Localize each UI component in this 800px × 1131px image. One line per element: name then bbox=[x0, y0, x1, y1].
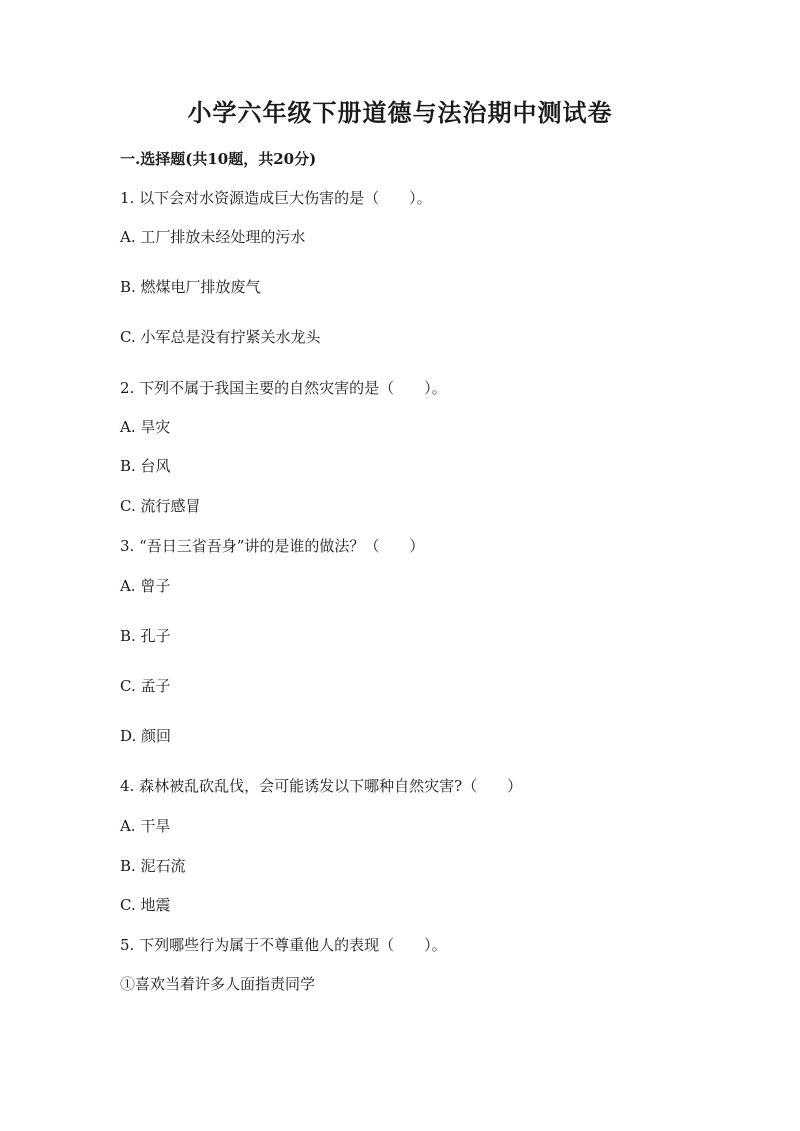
page-title: 小学六年级下册道德与法治期中测试卷 bbox=[187, 98, 613, 127]
question-stem: 4. 森林被乱砍乱伐，会可能诱发以下哪种自然灾害?（ ） bbox=[120, 777, 523, 795]
question-option: B. 燃煤电厂排放废气 bbox=[120, 278, 261, 296]
question-option: C. 流行感冒 bbox=[120, 497, 201, 515]
question-option: B. 泥石流 bbox=[120, 857, 186, 875]
question-option: A. 曾子 bbox=[120, 577, 171, 595]
question-option: ①喜欢当着许多人面指责同学 bbox=[120, 975, 316, 993]
question-stem: 3. “吾日三省吾身”讲的是谁的做法？（ ） bbox=[120, 537, 425, 555]
question-option: C. 小军总是没有拧紧关水龙头 bbox=[120, 328, 321, 346]
question-option: A. 旱灾 bbox=[120, 418, 171, 436]
question-option: C. 孟子 bbox=[120, 677, 171, 695]
question-stem: 5. 下列哪些行为属于不尊重他人的表现（ ）。 bbox=[120, 936, 447, 954]
question-stem: 2. 下列不属于我国主要的自然灾害的是（ ）。 bbox=[120, 379, 447, 397]
question-option: A. 干旱 bbox=[120, 817, 171, 835]
question-option: C. 地震 bbox=[120, 896, 171, 914]
section-heading: 一.选择题(共10题，共20分) bbox=[120, 150, 317, 168]
question-stem: 1. 以下会对水资源造成巨大伤害的是（ ）。 bbox=[120, 189, 432, 207]
question-option: B. 台风 bbox=[120, 457, 171, 475]
question-option: D. 颜回 bbox=[120, 727, 172, 745]
question-option: A. 工厂排放未经处理的污水 bbox=[120, 228, 306, 246]
question-option: B. 孔子 bbox=[120, 627, 171, 645]
